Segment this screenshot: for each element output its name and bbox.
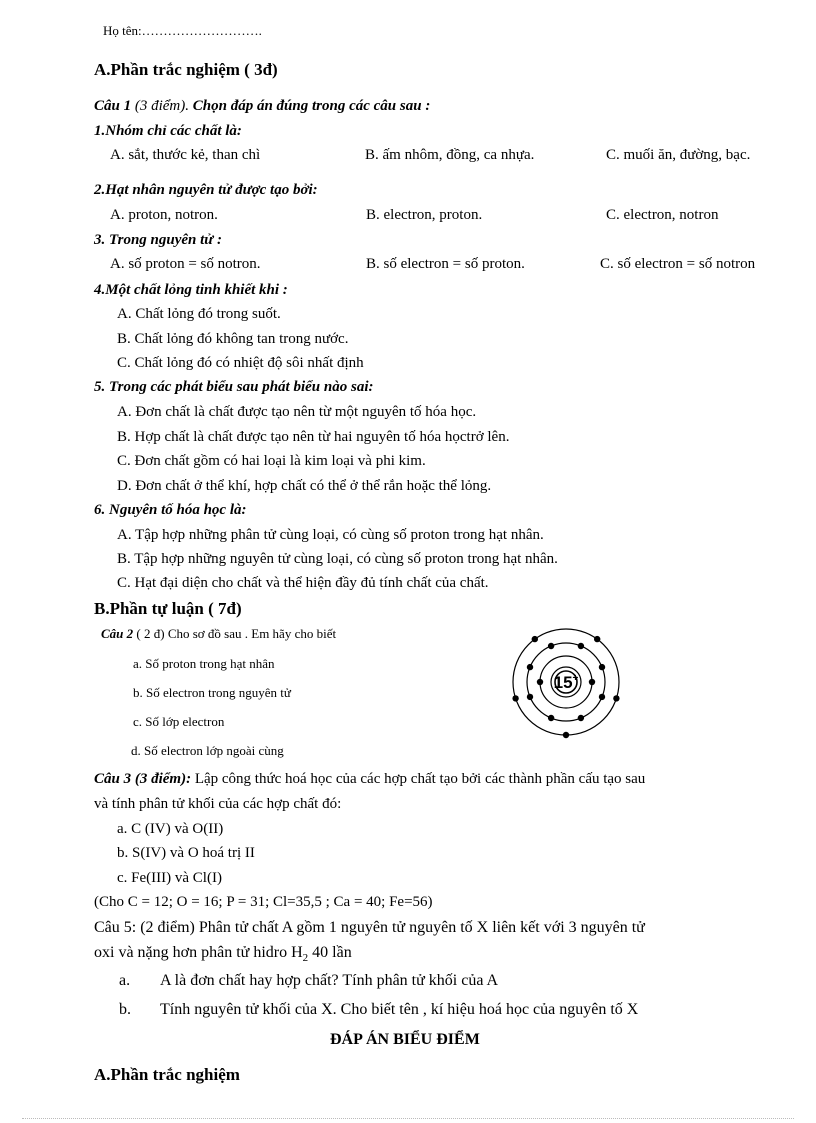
electron [599, 664, 605, 670]
electron [563, 732, 569, 738]
electron [548, 715, 554, 721]
q1-2-option-a: A. proton, notron. [110, 207, 218, 223]
question-3-label: Câu 3 (3 điểm): [94, 771, 192, 787]
q1-3-option-c: C. số electron = số notron [600, 256, 756, 272]
q1-3-option-a: A. số proton = số notron. [110, 256, 261, 272]
q1-5-option-d: D. Đơn chất ở thể khí, hợp chất có thể ở thể rắn hoặc thể lỏng. [117, 478, 492, 494]
question-1-6-stem: 6. Nguyên tố hóa học là: [94, 502, 247, 518]
answer-key-title: ĐÁP ÁN BIỂU ĐIỂM [330, 1031, 480, 1048]
q3-item-c: c. Fe(III) và Cl(I) [117, 870, 222, 886]
electron [578, 643, 584, 649]
question-5-line-1: Câu 5: (2 điểm) Phân tử chất A gồm 1 nguyên tử nguyên tố X liên kết với 3 nguyên tử [94, 919, 645, 936]
q1-6-option-a: A. Tập hợp những phân tử cùng loại, có cùng số proton trong hạt nhân. [117, 527, 544, 543]
q5-item-b: Tính nguyên tử khối của X. Cho biết tên , kí hiệu hoá học của nguyên tố X [160, 1001, 639, 1018]
q5-item-b-marker: b. [119, 1001, 131, 1018]
question-1-4-stem: 4.Một chất lỏng tinh khiết khi : [94, 282, 288, 298]
answer-key-section-a-title: A.Phần trắc nghiệm [94, 1065, 240, 1084]
electron [512, 695, 518, 701]
question-3-line-2: và tính phân tử khối của các hợp chất đó: [94, 796, 342, 812]
q1-5-option-b: B. Hợp chất là chất được tạo nên từ hai nguyên tố hóa họctrở lên. [117, 429, 510, 445]
electron [527, 694, 533, 700]
page-bottom-divider [22, 1118, 794, 1119]
electron [589, 679, 595, 685]
question-5-line-2: oxi và nặng hơn phân tử hidro $H_2$ 40 lần [94, 944, 352, 965]
atom-shell-diagram [508, 604, 628, 754]
question-1-2-stem: 2.Hạt nhân nguyên tử được tạo bởi: [94, 182, 318, 198]
question-1-header [94, 99, 430, 114]
electron [594, 636, 600, 642]
electron [578, 715, 584, 721]
q1-1-option-c: C. muối ăn, đường, bạc. [606, 147, 751, 163]
electron [527, 664, 533, 670]
question-1-1-stem: 1.Nhóm chỉ các chất là: [94, 123, 242, 139]
electron [537, 679, 543, 685]
q1-5-option-c: C. Đơn chất gồm có hai loại là kim loại và phi kim. [117, 453, 426, 469]
question-1-points: (3 điểm). [134, 98, 190, 114]
q1-4-option-a: A. Chất lỏng đó trong suốt. [117, 306, 281, 322]
q3-item-b: b. S(IV) và O hoá trị II [117, 845, 255, 861]
q2-item-d: d. Số electron lớp ngoài cùng [131, 743, 284, 758]
q1-2-option-c: C. electron, notron [606, 207, 719, 223]
question-3-line-1 [94, 772, 645, 787]
nucleus-charge-label: 15+ [553, 673, 579, 692]
q1-4-option-c: C. Chất lỏng đó có nhiệt độ sôi nhất định [117, 355, 364, 371]
question-3-text: Lập công thức hoá học của các hợp chất tạo bởi các thành phần cấu tạo sau [194, 771, 646, 787]
question-1-instruction: Chọn đáp án đúng trong các câu sau : [192, 98, 431, 114]
q1-1-option-a: A. sắt, thước kẻ, than chì [110, 147, 261, 163]
q1-5-option-a: A. Đơn chất là chất được tạo nên từ một nguyên tố hóa học. [117, 404, 477, 420]
electron [532, 636, 538, 642]
q5-item-a-marker: a. [119, 972, 131, 989]
q3-item-a: a. C (IV) và O(II) [117, 821, 224, 837]
section-b-title: B.Phần tự luận ( 7đ) [94, 599, 242, 618]
question-1-5-stem: 5. Trong các phát biểu sau phát biểu nào sai: [94, 379, 374, 395]
question-2-label: Câu 2 [101, 626, 134, 641]
q1-3-option-b: B. số electron = số proton. [366, 256, 525, 272]
electron [613, 695, 619, 701]
q2-item-a: a. Số proton trong hạt nhân [133, 656, 275, 671]
electron [548, 643, 554, 649]
q2-item-b: b. Số electron trong nguyên tử [133, 685, 291, 700]
question-1-3-stem: 3. Trong nguyên tử : [94, 232, 223, 248]
q1-4-option-b: B. Chất lỏng đó không tan trong nước. [117, 331, 349, 347]
question-2-header [101, 627, 336, 640]
q5-item-a: A là đơn chất hay hợp chất? Tính phân tử khối của A [160, 972, 499, 989]
question-1-label: Câu 1 [94, 98, 132, 114]
section-a-title: A.Phần trắc nghiệm ( 3đ) [94, 60, 278, 79]
q1-2-option-b: B. electron, proton. [366, 207, 483, 223]
student-name-field: Họ tên:………………………. [103, 23, 262, 38]
q3-atomic-mass-note: (Cho C = 12; O = 16; P = 31; Cl=35,5 ; Ca = 40; Fe=56) [94, 894, 433, 910]
question-2-text: ( 2 đ) Cho sơ đồ sau . Em hãy cho biết [136, 626, 337, 641]
q2-item-c: c. Số lớp electron [133, 714, 225, 729]
q1-6-option-b: B. Tập hợp những nguyên tử cùng loại, có cùng số proton trong hạt nhân. [117, 551, 558, 567]
electron [599, 694, 605, 700]
q1-1-option-b: B. ấm nhôm, đồng, ca nhựa. [365, 147, 535, 163]
q1-6-option-c: C. Hạt đại diện cho chất và thể hiện đầy đủ tính chất của chất. [117, 575, 489, 591]
